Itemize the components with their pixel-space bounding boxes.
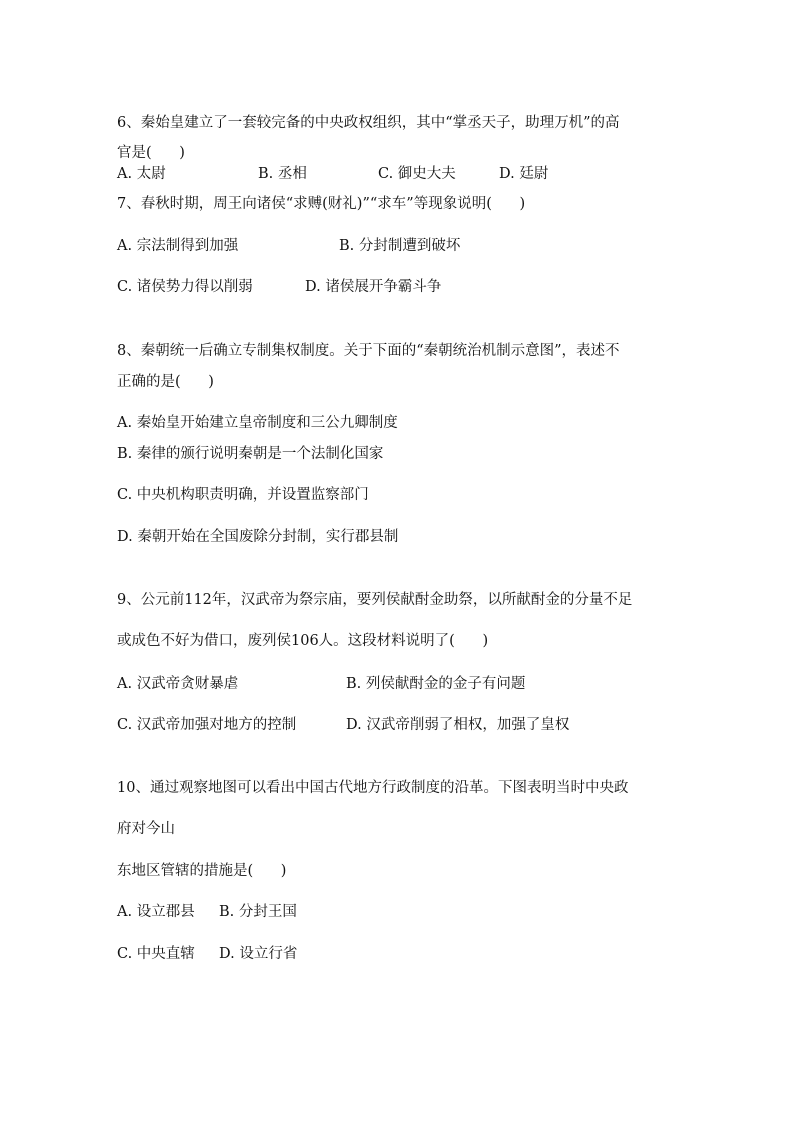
q6-option-b[interactable]: B. 丞相 <box>258 166 307 182</box>
q7-options-row2 <box>117 277 442 337</box>
q6-option-d[interactable]: D. 廷尉 <box>499 166 549 182</box>
q10-option-d[interactable]: D. 设立行省 <box>219 946 298 962</box>
q10-options-row2 <box>117 944 298 1004</box>
q9-stem-line2: 或成色不好为借口，废列侯106人。这段材料说明了( ) <box>117 633 489 649</box>
q9-option-b[interactable]: B. 列侯献酎金的金子有问题 <box>346 676 526 692</box>
q7-option-d[interactable]: D. 诸侯展开争霸斗争 <box>305 279 442 295</box>
q8-option-a[interactable]: A. 秦始皇开始建立皇帝制度和三公九卿制度 <box>117 415 398 431</box>
q7-option-b[interactable]: B. 分封制遭到破坏 <box>339 238 461 254</box>
q10-stem-line3: 东地区管辖的措施是( ) <box>117 863 287 879</box>
q7-option-a[interactable]: A. 宗法制得到加强 <box>117 238 239 254</box>
q10-option-c[interactable]: C. 中央直辖 <box>117 946 195 962</box>
q7-stem: 7、春秋时期，周王向诸侯“求赙(财礼)”“求车”等现象说明( ) <box>117 196 526 212</box>
q6-option-a[interactable]: A. 太尉 <box>117 166 166 182</box>
q10-stem-line1: 10、通过观察地图可以看出中国古代地方行政制度的沿革。下图表明当时中央政 <box>117 780 629 796</box>
q8-stem-line1: 8、秦朝统一后确立专制集权制度。关于下面的“秦朝统治机制示意图”，表述不 <box>117 343 620 359</box>
q9-option-c[interactable]: C. 汉武帝加强对地方的控制 <box>117 717 297 733</box>
q10-stem-line2: 府对今山 <box>117 821 175 837</box>
q10-option-b[interactable]: B. 分封王国 <box>219 904 297 920</box>
q6-stem-line2: 官是( ) <box>117 145 185 161</box>
q9-stem-line1: 9、公元前112年，汉武帝为祭宗庙，要列侯献酎金助祭，以所献酎金的分量不足 <box>117 592 633 608</box>
q8-stem-line2: 正确的是( ) <box>117 374 214 390</box>
q8-option-b[interactable]: B. 秦律的颁行说明秦朝是一个法制化国家 <box>117 446 384 462</box>
q9-option-d[interactable]: D. 汉武帝削弱了相权，加强了皇权 <box>346 717 570 733</box>
q8-option-d[interactable]: D. 秦朝开始在全国废除分封制，实行郡县制 <box>117 529 399 545</box>
q8-option-c[interactable]: C. 中央机构职责明确，并设置监察部门 <box>117 487 369 503</box>
q6-stem-line1: 6、秦始皇建立了一套较完备的中央政权组织，其中“掌丞天子，助理万机”的高 <box>117 115 620 131</box>
q6-option-c[interactable]: C. 御史大夫 <box>378 166 456 182</box>
q9-option-a[interactable]: A. 汉武帝贪财暴虐 <box>117 676 239 692</box>
q7-option-c[interactable]: C. 诸侯势力得以削弱 <box>117 279 253 295</box>
q9-options-row2 <box>117 715 570 775</box>
q10-option-a[interactable]: A. 设立郡县 <box>117 904 195 920</box>
